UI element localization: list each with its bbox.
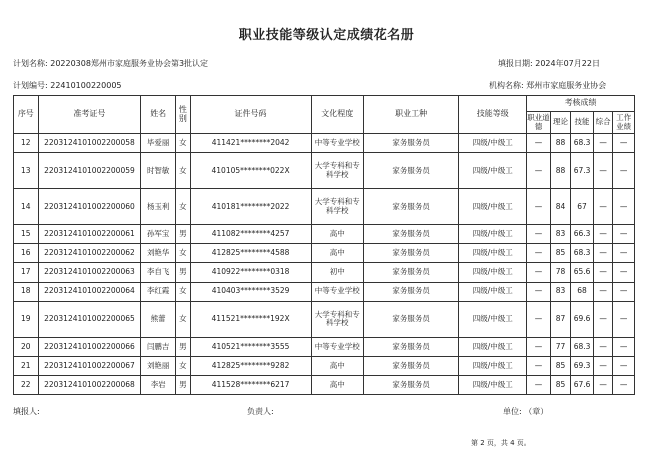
cell-exam-no: 2203124101002200063 (38, 263, 141, 282)
cell-theory: 87 (550, 301, 571, 337)
cell-occupation: 家务服务员 (363, 301, 458, 337)
header-ethics: 职业道德 (527, 112, 551, 134)
cell-comprehensive: — (593, 189, 613, 225)
cell-name: 刘艳华 (141, 244, 176, 263)
cell-exam-no: 2203124101002200067 (38, 356, 141, 375)
cell-ethics: — (527, 282, 551, 301)
cell-work-performance: — (613, 301, 635, 337)
cell-ethics: — (527, 375, 551, 394)
header-work-performance: 工作业绩 (613, 112, 635, 134)
cell-occupation: 家务服务员 (363, 337, 458, 356)
cell-name: 毕爱丽 (141, 134, 176, 153)
table-body (14, 134, 635, 395)
table-row (14, 337, 635, 356)
cell-ethics: — (527, 189, 551, 225)
cell-exam-no: 2203124101002200065 (38, 301, 141, 337)
cell-work-performance: — (613, 153, 635, 189)
cell-education: 中等专业学校 (311, 337, 363, 356)
org-name: 机构名称: 郑州市家庭服务业协会 (489, 81, 607, 90)
cell-id-no: 410403********3529 (190, 282, 311, 301)
header-gender: 性别 (176, 96, 190, 134)
cell-ethics: — (527, 356, 551, 375)
cell-skill: 68 (571, 282, 594, 301)
cell-occupation: 家务服务员 (363, 375, 458, 394)
cell-name: 刘艳丽 (141, 356, 176, 375)
table-row (14, 263, 635, 282)
cell-education: 初中 (311, 263, 363, 282)
cell-work-performance: — (613, 356, 635, 375)
cell-id-no: 411521********192X (190, 301, 311, 337)
cell-work-performance: — (613, 375, 635, 394)
header-level: 技能等级 (459, 96, 527, 134)
cell-occupation: 家务服务员 (363, 244, 458, 263)
header-comprehensive: 综合 (593, 112, 613, 134)
cell-level: 四级/中级工 (459, 189, 527, 225)
cell-theory: 88 (550, 153, 571, 189)
cell-gender: 男 (176, 375, 190, 394)
cell-seq: 12 (14, 134, 39, 153)
cell-seq: 15 (14, 225, 39, 244)
cell-work-performance: — (613, 244, 635, 263)
cell-name: 李自飞 (141, 263, 176, 282)
cell-exam-no: 2203124101002200060 (38, 189, 141, 225)
cell-occupation: 家务服务员 (363, 263, 458, 282)
cell-gender: 女 (176, 244, 190, 263)
cell-ethics: — (527, 301, 551, 337)
cell-ethics: — (527, 153, 551, 189)
cell-id-no: 411421********2042 (190, 134, 311, 153)
cell-seq: 17 (14, 263, 39, 282)
cell-education: 中等专业学校 (311, 134, 363, 153)
cell-level: 四级/中级工 (459, 134, 527, 153)
cell-gender: 女 (176, 134, 190, 153)
cell-name: 熊蕾 (141, 301, 176, 337)
cell-gender: 男 (176, 337, 190, 356)
cell-occupation: 家务服务员 (363, 134, 458, 153)
cell-gender: 男 (176, 225, 190, 244)
table-row (14, 282, 635, 301)
table-row (14, 244, 635, 263)
footer-unit: 单位: （章） (503, 407, 549, 416)
cell-skill: 68.3 (571, 134, 594, 153)
fill-date: 填报日期: 2024年07月22日 (498, 59, 600, 68)
cell-id-no: 410105********022X (190, 153, 311, 189)
cell-level: 四级/中级工 (459, 225, 527, 244)
cell-seq: 18 (14, 282, 39, 301)
cell-education: 高中 (311, 356, 363, 375)
cell-ethics: — (527, 134, 551, 153)
cell-occupation: 家务服务员 (363, 282, 458, 301)
cell-occupation: 家务服务员 (363, 189, 458, 225)
header-education: 文化程度 (311, 96, 363, 134)
cell-seq: 16 (14, 244, 39, 263)
score-roster-table (13, 95, 635, 395)
cell-work-performance: — (613, 225, 635, 244)
cell-education: 大学专科和专科学校 (311, 153, 363, 189)
cell-comprehensive: — (593, 134, 613, 153)
cell-education: 大学专科和专科学校 (311, 189, 363, 225)
cell-comprehensive: — (593, 282, 613, 301)
table-row (14, 153, 635, 189)
cell-skill: 67 (571, 189, 594, 225)
cell-education: 高中 (311, 375, 363, 394)
table-row (14, 134, 635, 153)
cell-id-no: 412825********4588 (190, 244, 311, 263)
header-skill: 技能 (571, 112, 594, 134)
cell-theory: 85 (550, 356, 571, 375)
cell-skill: 69.3 (571, 356, 594, 375)
cell-education: 高中 (311, 244, 363, 263)
cell-comprehensive: — (593, 153, 613, 189)
cell-theory: 78 (550, 263, 571, 282)
cell-exam-no: 2203124101002200066 (38, 337, 141, 356)
cell-education: 高中 (311, 225, 363, 244)
cell-comprehensive: — (593, 301, 613, 337)
cell-comprehensive: — (593, 337, 613, 356)
cell-level: 四级/中级工 (459, 244, 527, 263)
cell-theory: 85 (550, 375, 571, 394)
table-row (14, 189, 635, 225)
header-theory: 理论 (550, 112, 571, 134)
header-name: 姓名 (141, 96, 176, 134)
cell-id-no: 411082********4257 (190, 225, 311, 244)
header-id-no: 证件号码 (190, 96, 311, 134)
header-exam-no: 准考证号 (38, 96, 141, 134)
cell-name: 李岩 (141, 375, 176, 394)
table-row (14, 375, 635, 394)
cell-name: 李红霞 (141, 282, 176, 301)
cell-theory: 84 (550, 189, 571, 225)
cell-theory: 85 (550, 244, 571, 263)
cell-level: 四级/中级工 (459, 263, 527, 282)
table-row (14, 225, 635, 244)
cell-work-performance: — (613, 282, 635, 301)
cell-exam-no: 2203124101002200068 (38, 375, 141, 394)
cell-occupation: 家务服务员 (363, 225, 458, 244)
cell-gender: 女 (176, 356, 190, 375)
plan-name: 计划名称: 20220308郑州市家庭服务业协会第3批认定 (13, 59, 209, 68)
cell-skill: 66.3 (571, 225, 594, 244)
cell-name: 时智敏 (141, 153, 176, 189)
cell-level: 四级/中级工 (459, 301, 527, 337)
cell-occupation: 家务服务员 (363, 153, 458, 189)
footer-responsible: 负责人: (247, 407, 274, 416)
cell-comprehensive: — (593, 375, 613, 394)
cell-comprehensive: — (593, 263, 613, 282)
table-row (14, 356, 635, 375)
cell-theory: 88 (550, 134, 571, 153)
cell-skill: 65.6 (571, 263, 594, 282)
cell-exam-no: 2203124101002200062 (38, 244, 141, 263)
cell-skill: 68.3 (571, 244, 594, 263)
cell-ethics: — (527, 225, 551, 244)
cell-id-no: 412825********9282 (190, 356, 311, 375)
cell-name: 闫鹏吉 (141, 337, 176, 356)
cell-work-performance: — (613, 337, 635, 356)
cell-gender: 女 (176, 189, 190, 225)
cell-level: 四级/中级工 (459, 375, 527, 394)
cell-level: 四级/中级工 (459, 153, 527, 189)
cell-education: 中等专业学校 (311, 282, 363, 301)
header-occupation: 职业工种 (363, 96, 458, 134)
cell-ethics: — (527, 337, 551, 356)
cell-ethics: — (527, 244, 551, 263)
cell-exam-no: 2203124101002200061 (38, 225, 141, 244)
cell-theory: 77 (550, 337, 571, 356)
cell-seq: 20 (14, 337, 39, 356)
cell-occupation: 家务服务员 (363, 356, 458, 375)
cell-level: 四级/中级工 (459, 282, 527, 301)
cell-skill: 68.3 (571, 337, 594, 356)
cell-gender: 男 (176, 263, 190, 282)
cell-id-no: 410181********2022 (190, 189, 311, 225)
cell-name: 孙军宝 (141, 225, 176, 244)
cell-exam-no: 2203124101002200058 (38, 134, 141, 153)
cell-theory: 83 (550, 282, 571, 301)
cell-seq: 19 (14, 301, 39, 337)
cell-comprehensive: — (593, 244, 613, 263)
cell-seq: 21 (14, 356, 39, 375)
cell-comprehensive: — (593, 225, 613, 244)
cell-skill: 69.6 (571, 301, 594, 337)
table-row (14, 301, 635, 337)
cell-id-no: 411528********6217 (190, 375, 311, 394)
cell-gender: 女 (176, 282, 190, 301)
header-scores: 考核成绩 (527, 96, 635, 112)
cell-skill: 67.3 (571, 153, 594, 189)
plan-number: 计划编号: 22410100220005 (13, 81, 122, 90)
cell-skill: 67.6 (571, 375, 594, 394)
cell-gender: 女 (176, 301, 190, 337)
document-title: 职业技能等级认定成绩花名册 (238, 28, 415, 43)
cell-seq: 22 (14, 375, 39, 394)
cell-exam-no: 2203124101002200059 (38, 153, 141, 189)
cell-id-no: 410922********0318 (190, 263, 311, 282)
cell-work-performance: — (613, 134, 635, 153)
header-seq: 序号 (14, 96, 39, 134)
cell-seq: 13 (14, 153, 39, 189)
cell-education: 大学专科和专科学校 (311, 301, 363, 337)
page-info: 第 2 页，共 4 页。 (471, 439, 531, 447)
cell-work-performance: — (613, 189, 635, 225)
cell-gender: 女 (176, 153, 190, 189)
cell-work-performance: — (613, 263, 635, 282)
cell-ethics: — (527, 263, 551, 282)
cell-seq: 14 (14, 189, 39, 225)
cell-name: 杨玉利 (141, 189, 176, 225)
cell-level: 四级/中级工 (459, 337, 527, 356)
cell-level: 四级/中级工 (459, 356, 527, 375)
cell-theory: 83 (550, 225, 571, 244)
cell-comprehensive: — (593, 356, 613, 375)
cell-id-no: 410521********3555 (190, 337, 311, 356)
cell-exam-no: 2203124101002200064 (38, 282, 141, 301)
footer-filler: 填报人: (13, 407, 40, 416)
